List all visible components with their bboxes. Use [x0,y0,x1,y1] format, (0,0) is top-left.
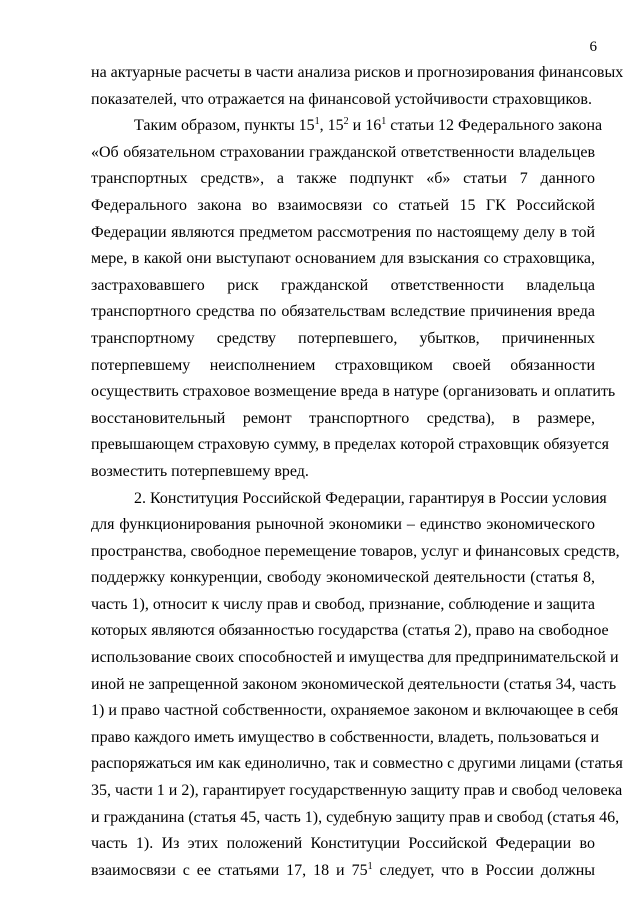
text-run: использование своих способностей и имущества для предпринимательской и [91,649,619,667]
text-run: «Об обязательном страховании гражданской ответственности владельцев [91,143,595,161]
superscript: 2 [343,116,349,128]
text-line [91,87,595,114]
text-line [91,831,595,858]
text-run: , 15 [319,117,344,135]
superscript: 1 [381,116,387,128]
text-run: транспортных средств», а также подпункт «б» статьи 7 данного [91,170,595,188]
text-line [91,459,595,486]
text-run: показателей, что отражается на финансовой устойчивости страховщиков. [91,90,592,108]
text-run: и гражданина (статья 45, часть 1), судебную защиту прав и свобод (статья 46, [91,808,620,826]
document-body [91,60,624,884]
text-run: пространства, свободное перемещение товаров, услуг и финансовых средств, [91,542,620,560]
text-line [91,140,595,167]
text-line [91,60,624,87]
text-line [91,486,607,513]
text-line [91,113,603,140]
text-line [91,725,600,752]
text-line [91,592,595,619]
text-run: следует, что в России должны [372,861,596,879]
text-run: взаимосвязи с ее статьями 17, 18 и 75 [91,861,368,879]
text-run: возместить потерпевшему вред. [91,462,309,480]
text-run: поддержку конкуренции, свободу экономической деятельности (статья 8, [91,569,595,587]
text-line [91,166,595,193]
text-run: осуществить страховое возмещение вреда в натуре (организовать и оплатить [91,383,616,401]
text-line [91,672,617,699]
paragraph [91,113,616,485]
text-line [91,220,595,247]
text-run: и 16 [348,117,382,135]
text-line [91,565,595,592]
text-run: иной не запрещенной законом экономической деятельности (статья 34, часть [91,675,617,693]
text-run: застраховавшего риск гражданской ответственности владельца [91,276,595,294]
text-run: распоряжаться им как единолично, так и совместно с другими лицами (статья [91,755,623,773]
text-run: часть 1), относит к числу прав и свобод, признание, соблюдение и защита [91,595,595,613]
text-line [91,193,595,220]
text-run: мере, в какой они выступают основанием для взыскания со страховщика, [91,250,595,268]
text-line [91,698,619,725]
text-line [91,273,595,300]
text-line [91,858,595,885]
text-line [91,512,595,539]
text-run: транспортному средству потерпевшего, убытков, причиненных [91,329,595,347]
page-number: 6 [589,39,597,55]
text-line [91,299,595,326]
text-run: Таким образом, пункты 15 [134,117,315,135]
text-run: 35, части 1 и 2), гарантирует государственную защиту прав и свобод человека [91,782,623,800]
text-run: транспортного средства по обязательствам вследствие причинения вреда [91,303,595,321]
paragraph [91,60,624,113]
text-line [91,778,623,805]
text-line [91,353,595,380]
text-line [91,326,595,353]
text-run: часть 1). Из этих положений Конституции Российской Федерации во [91,835,595,853]
text-run: превышающем страховую сумму, в пределах которой страховщик обязуется [91,436,610,454]
text-line [91,751,623,778]
text-line [91,539,620,566]
text-line [91,805,620,832]
text-line [91,645,619,672]
text-line [91,406,595,433]
superscript: 1 [367,860,373,872]
text-run: для функционирования рыночной экономики – единство экономического [91,516,595,534]
text-run: 1) и право частной собственности, охраняемое законом и включающее в себя [91,702,619,720]
text-run: Федерального закона во взаимосвязи со статьей 15 ГК Российской [91,196,595,214]
superscript: 1 [314,116,320,128]
text-run: которых являются обязанностью государства (статья 2), право на свободное [91,622,609,640]
text-line [91,246,595,273]
text-line [91,379,616,406]
text-run: восстановительный ремонт транспортного средства), в размере, [91,409,595,427]
paragraph [91,486,623,885]
text-run: 2. Конституция Российской Федерации, гарантируя в России условия [134,489,607,507]
text-line [91,432,610,459]
text-run: Федерации являются предметом рассмотрения по настоящему делу в той [91,223,595,241]
text-run: на актуарные расчеты в части анализа рисков и прогнозирования финансовых [91,64,624,81]
text-line [91,618,609,645]
text-run: потерпевшему неисполнением страховщиком своей обязанности [91,356,595,374]
text-run: право каждого иметь имущество в собственности, владеть, пользоваться и [91,728,600,746]
text-run: статьи 12 Федерального закона [386,117,603,135]
